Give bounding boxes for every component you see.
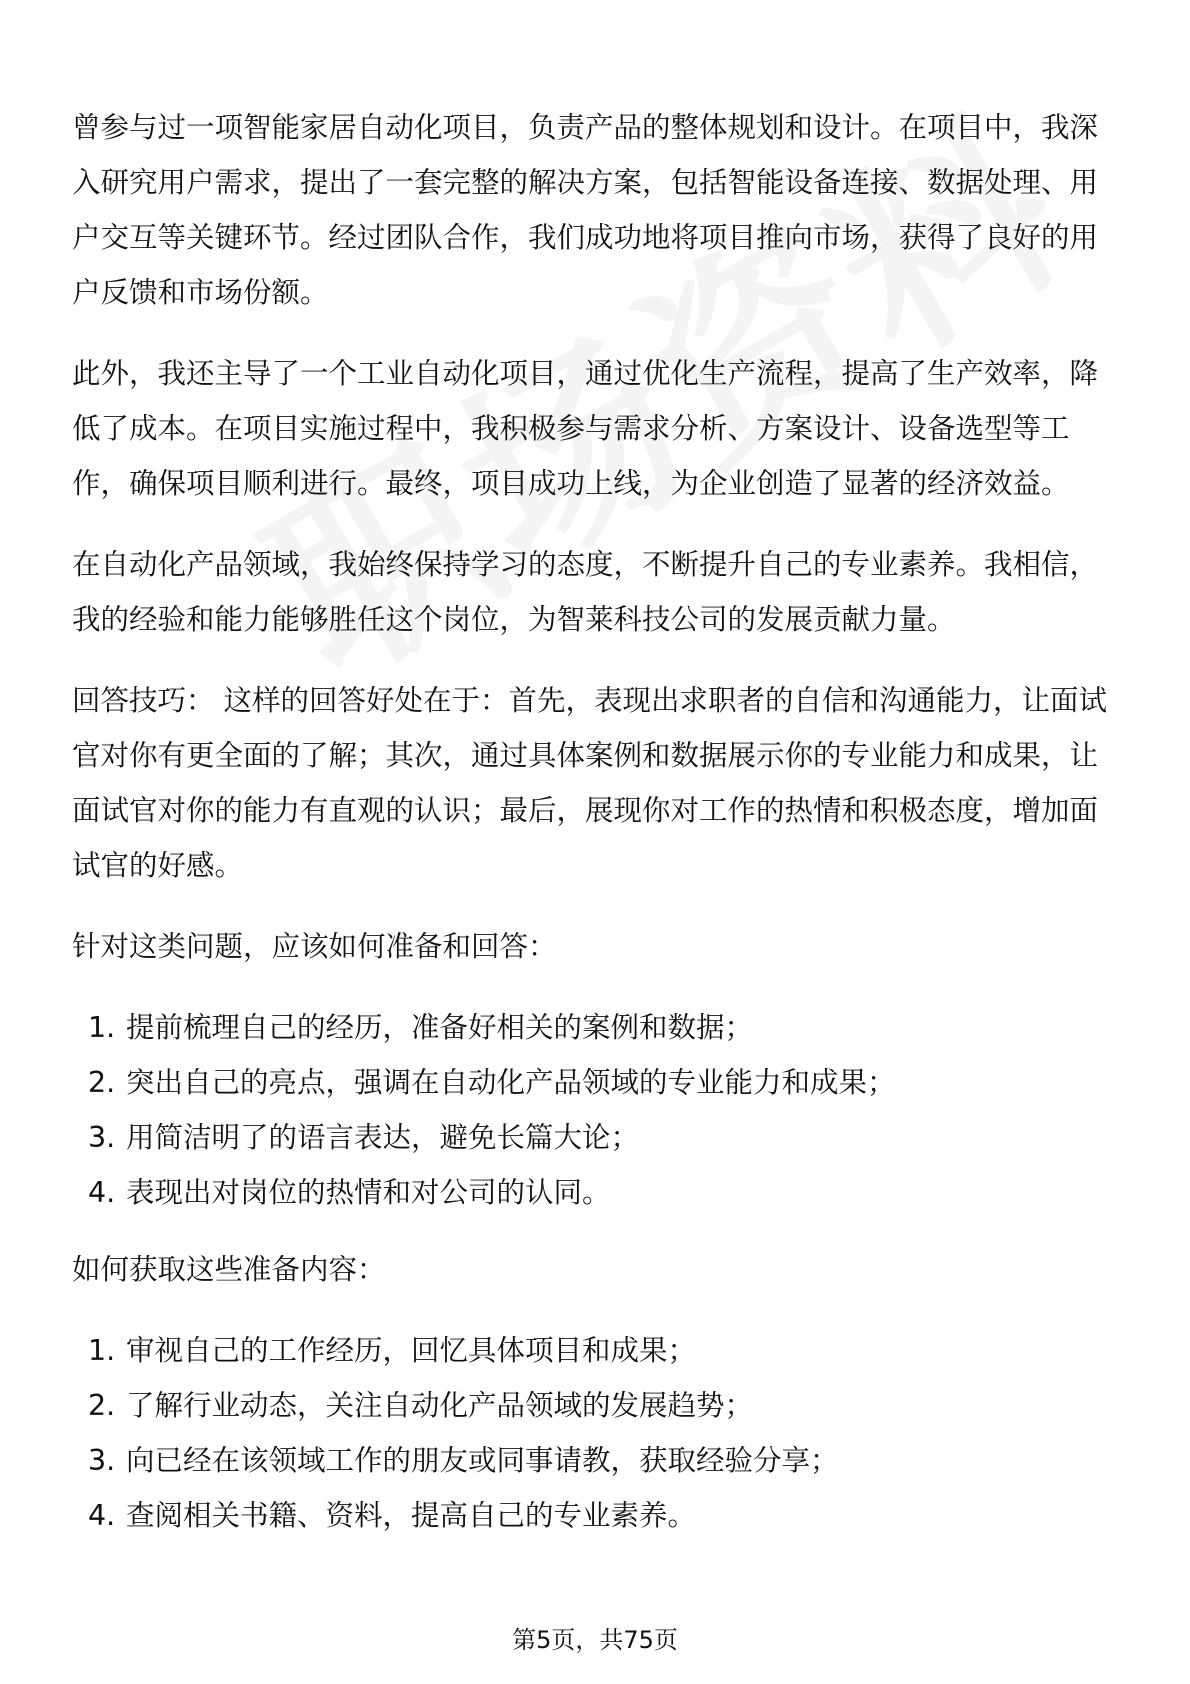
list-item <box>72 1165 1120 1220</box>
prepare-list <box>72 1000 1120 1220</box>
list-item-text: 用简洁明了的语言表达，避免长篇大论； <box>126 1121 640 1154</box>
list-item <box>72 1000 1120 1055</box>
list-item-number: 3. <box>88 1444 116 1477</box>
list-item-text: 审视自己的工作经历，回忆具体项目和成果； <box>126 1334 697 1367</box>
list-item-text: 表现出对岗位的热情和对公司的认同。 <box>126 1176 611 1209</box>
list-item-number: 2. <box>88 1066 116 1099</box>
list-item <box>72 1433 1120 1488</box>
list-item-number: 3. <box>88 1121 116 1154</box>
page-number: 第5页，共75页 <box>512 1626 678 1654</box>
list-item <box>72 1378 1120 1433</box>
list-item <box>72 1055 1120 1110</box>
list-item-number: 1. <box>88 1334 116 1367</box>
document-body <box>72 100 1120 1565</box>
paragraph-learning-attitude: 在自动化产品领域，我始终保持学习的态度，不断提升自己的专业素养。我相信，我的经验和能力能够胜任这个岗位，为智莱科技公司的发展贡献力量。 <box>72 548 1099 636</box>
list-item-text: 向已经在该领域工作的朋友或同事请教，获取经验分享； <box>126 1444 839 1477</box>
paragraph-smart-home-project: 曾参与过一项智能家居自动化项目，负责产品的整体规划和设计。在项目中，我深入研究用户需求，提出了一套完整的解决方案，包括智能设备连接、数据处理、用户交互等关键环节。经过团队合作，我们成功地将项目推向市场，获得了良好的用户反馈和市场份额。 <box>72 111 1099 309</box>
sources-heading: 如何获取这些准备内容： <box>72 1253 386 1286</box>
prepare-heading: 针对这类问题，应该如何准备和回答： <box>72 930 557 963</box>
list-item <box>72 1110 1120 1165</box>
list-item-text: 了解行业动态，关注自动化产品领域的发展趋势； <box>126 1389 754 1422</box>
list-item <box>72 1323 1120 1378</box>
paragraph-industrial-project: 此外，我还主导了一个工业自动化项目，通过优化生产流程，提高了生产效率，降低了成本。在项目实施过程中，我积极参与需求分析、方案设计、设备选型等工作，确保项目顺利进行。最终，项目成功上线，为企业创造了显著的经济效益。 <box>72 357 1099 500</box>
list-item-number: 4. <box>88 1499 116 1532</box>
list-item-number: 2. <box>88 1389 116 1422</box>
paragraph-answer-tips: 回答技巧： 这样的回答好处在于：首先，表现出求职者的自信和沟通能力，让面试官对你有更全面的了解；其次，通过具体案例和数据展示你的专业能力和成果，让面试官对你的能力有直观的认识；最后，展现你对工作的热情和积极态度，增加面试官的好感。 <box>72 684 1108 882</box>
list-item-number: 4. <box>88 1176 116 1209</box>
list-item-text: 提前梳理自己的经历，准备好相关的案例和数据； <box>126 1011 754 1044</box>
sources-list <box>72 1323 1120 1543</box>
list-item <box>72 1488 1120 1543</box>
list-item-number: 1. <box>88 1011 116 1044</box>
list-item-text: 突出自己的亮点，强调在自动化产品领域的专业能力和成果； <box>126 1066 896 1099</box>
list-item-text: 查阅相关书籍、资料，提高自己的专业素养。 <box>126 1499 697 1532</box>
